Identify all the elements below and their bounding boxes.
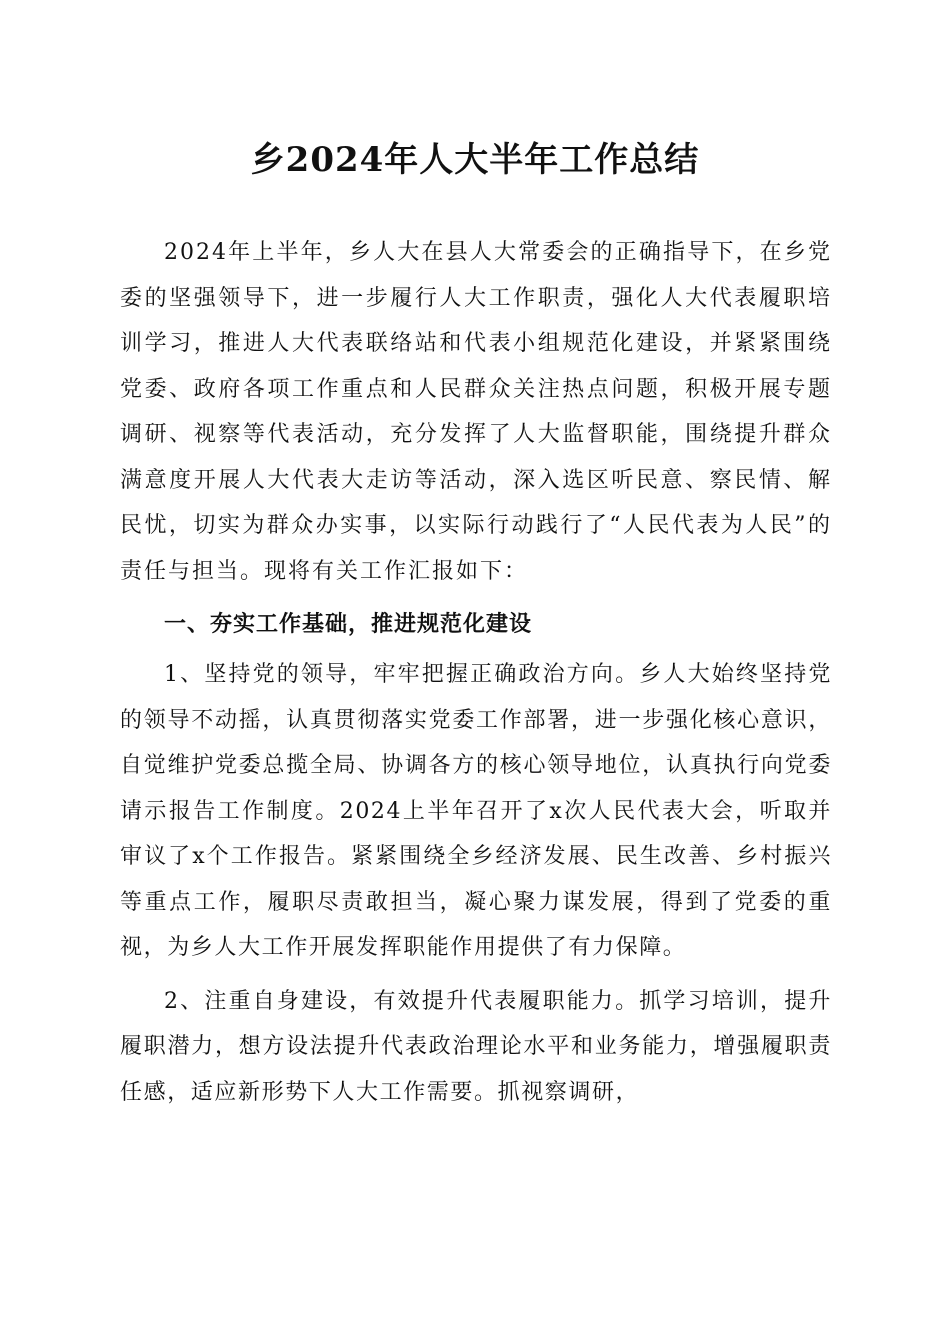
section-heading: 一、夯实工作基础，推进规范化建设 <box>164 612 533 637</box>
intro-paragraph: 2024年上半年，乡人大在县人大常委会的正确指导下，在乡党委的坚强领导下，进一步履行人大工作职责，强化人大代表履职培训学习，推进人大代表联络站和代表小组规范化建设，并紧紧围绕党委、政府各项工作重点和人民群众关注热点问题，积极开展专题调研、视察等代表活动，充分发挥了人大监督职能，围绕提升群众满意度开展人大代表大走访等活动，深入选区听民意、察民情、解民忧，切实为群众办实事，以实际行动践行了“人民代表为人民”的责任与担当。现将有关工作汇报如下： <box>120 240 832 584</box>
document-body <box>120 230 832 1123</box>
section-paragraph-1: 1、坚持党的领导，牢牢把握正确政治方向。乡人大始终坚持党的领导不动摇，认真贯彻落实党委工作部署，进一步强化核心意识，自觉维护党委总揽全局、协调各方的核心领导地位，认真执行向党委请示报告工作制度。2024上半年召开了x次人民代表大会，听取并审议了x个工作报告。紧紧围绕全乡经济发展、民生改善、乡村振兴等重点工作，履职尽责敢担当，凝心聚力谋发展，得到了党委的重视，为乡人大工作开展发挥职能作用提供了有力保障。 <box>120 662 832 960</box>
document-title: 乡2024年人大半年工作总结 <box>250 140 700 180</box>
section-paragraph-2: 2、注重自身建设，有效提升代表履职能力。抓学习培训，提升履职潜力，想方设法提升代表政治理论水平和业务能力，增强履职责任感，适应新形势下人大工作需要。抓视察调研， <box>120 988 832 1105</box>
